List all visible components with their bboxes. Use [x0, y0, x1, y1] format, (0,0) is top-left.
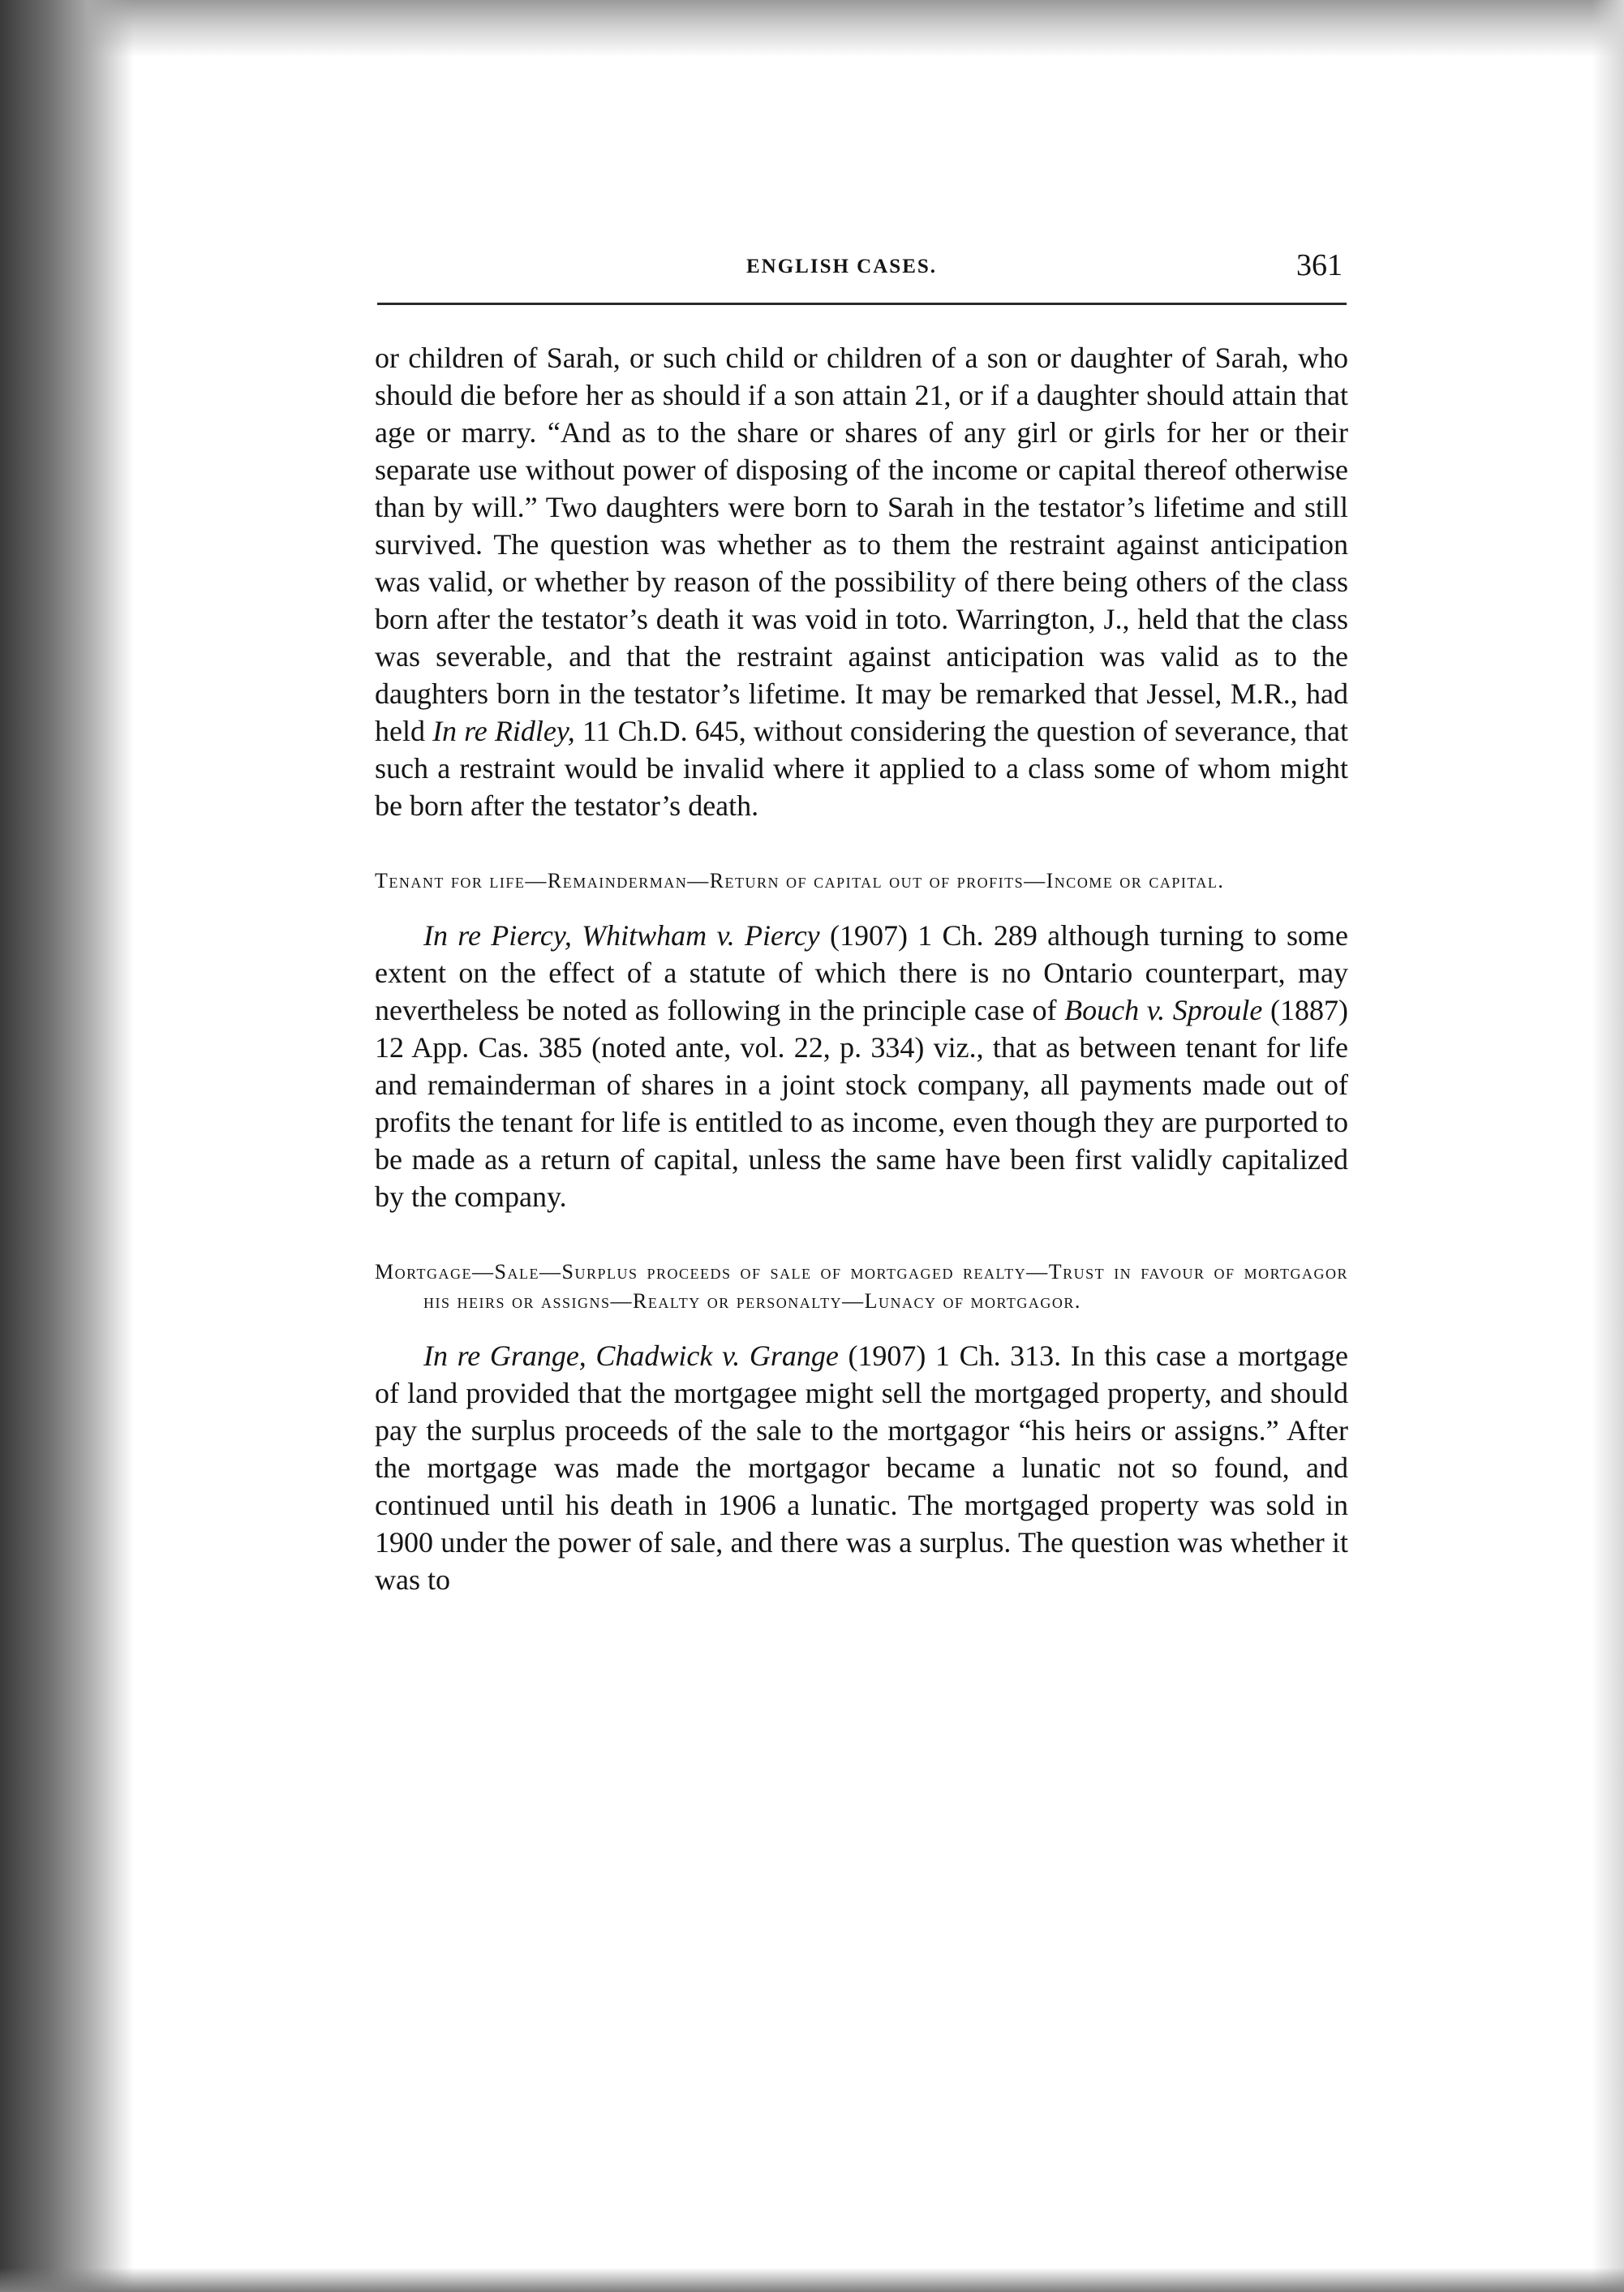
paragraph-2-end: (1887) 12 App. Cas. 385 (noted ante, vol. 22, p. 334) viz., that as between tenant for life and remainderman of shares in a joint stock company, all payments made out of profits the tenant for life is entitled to as income, even though they are purported to be made as a return of capital, unless the same have been first validly capitalized by the company. — [375, 994, 1349, 1213]
page-number: 361 — [1296, 248, 1343, 282]
running-title: ENGLISH CASES. — [746, 256, 938, 277]
case-citation: In re Piercy, Whitwham v. Piercy — [423, 919, 820, 952]
case-citation: In re Ridley, — [432, 715, 575, 747]
paragraph-2-text: (1907) 1 Ch. 289 although turning to some extent on the effect of a statute of which there is no Ontario counterpart, may nevertheless be noted as following in the principle case of — [375, 919, 1348, 1026]
header-rule — [377, 303, 1347, 305]
page-body — [375, 339, 1348, 1598]
paragraph-3-text: (1907) 1 Ch. 313. In this case a mortgage of land provided that the mortgagee might sell the mortgaged property, and should pay the surplus proceeds of the sale to the mortgagor “his heirs or assigns.” After the mortgage was made the mortgagor became a lunatic not so found, and continued until his death in 1906 a lunatic. The mortgaged property was sold in 1900 under the power of sale, and there was a surplus. The question was whether it was to — [375, 1340, 1348, 1596]
paragraph-1-text: or children of Sarah, or such child or children of a son or daughter of Sarah, who should die before her as should if a son attain 21, or if a daughter should attain that age or marry. “And as to the share or shares of any girl or girls for her or their separate use without power of disposing of the income or capital thereof otherwise than by will.” Two daughters were born to Sarah in the testator’s lifetime and still survived. The question was whether as to them the restraint against anticipation was valid, or whether by reason of the possibility of there being others of the class born after the testator’s death it was void in toto. Warrington, J., held that the class was severable, and that the restraint against anticipation was valid as to the daughters born in the testator’s lifetime. It may be remarked that Jessel, M.R., had held — [375, 342, 1348, 747]
spacer — [375, 896, 1348, 917]
spacer — [375, 1316, 1348, 1337]
spacer — [375, 1215, 1348, 1258]
case-citation: Bouch v. Sproule — [1064, 994, 1263, 1026]
paragraph-3 — [375, 1337, 1348, 1598]
scan-edge-bottom — [0, 2268, 1624, 2292]
running-head — [377, 247, 1351, 296]
section-heading-2: Mortgage—Sale—Surplus proceeds of sale of mortgaged realty—Trust in favour of mortgagor his heirs or assigns—Realty or personalty—Lunacy of mortgagor. — [375, 1260, 1348, 1313]
paragraph-2 — [375, 917, 1348, 1215]
case-citation: In re Grange, Chadwick v. Grange — [423, 1340, 839, 1372]
paragraph-1 — [375, 339, 1348, 824]
spacer — [375, 824, 1348, 866]
scan-edge-left — [0, 0, 134, 2292]
paragraph-1-end: 11 Ch.D. 645, without considering the question of severance, that such a restraint would be invalid where it applied to a class some of whom might be born after the testator’s death. — [375, 715, 1348, 822]
scan-edge-right — [1592, 0, 1624, 2292]
section-heading-1: Tenant for life—Remainderman—Return of capital out of profits—Income or capital. — [375, 869, 1225, 892]
scan-edge-top — [0, 0, 1624, 57]
